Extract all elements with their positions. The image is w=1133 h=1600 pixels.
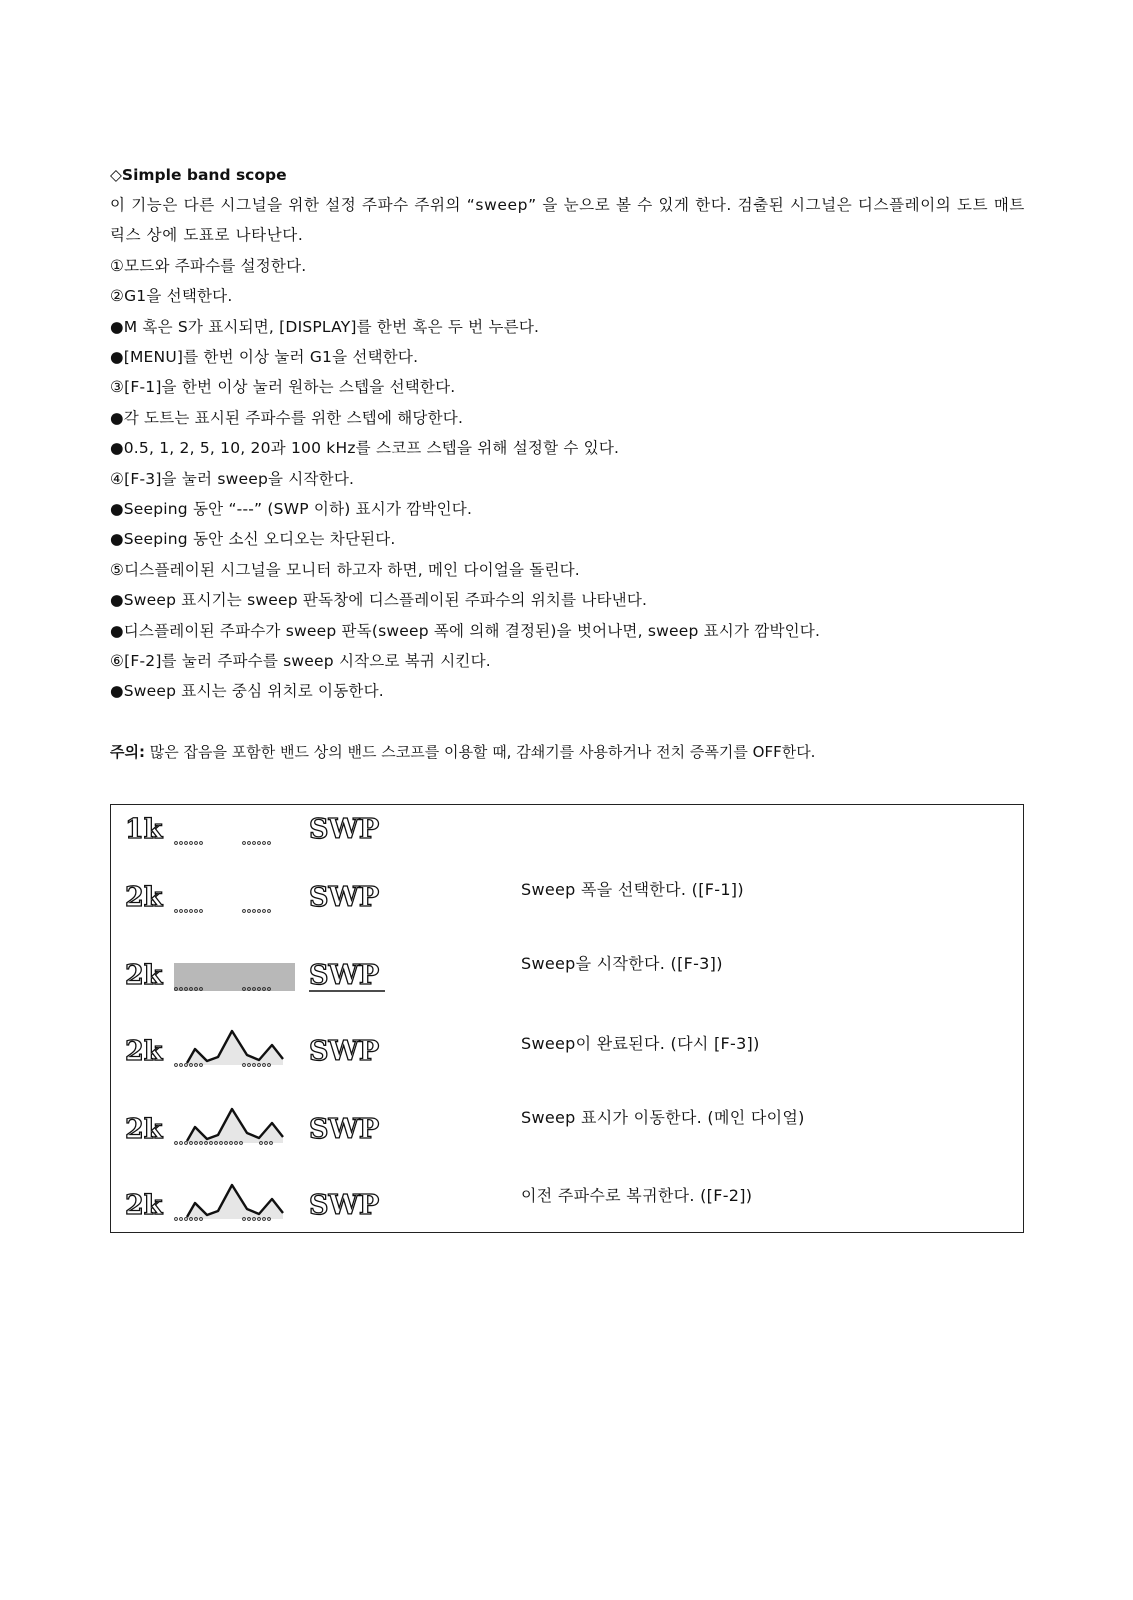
caution-text: 많은 잡음을 포함한 밴드 상의 밴드 스코프를 이용할 때, 감쇄기를 사용하거나 전치 증폭기를 OFF한다.	[144, 742, 816, 761]
scope-dot	[263, 842, 266, 845]
intro-paragraph: 이 기능은 다른 시그널을 위한 설정 주파수 주위의 “sweep” 을 눈으로 볼 수 있게 한다. 검출된 시그널은 디스플레이의 도트 매트릭스 상에 도표로 나타난다.	[110, 196, 1025, 245]
scope-dot	[180, 1218, 183, 1221]
bullet-display: ●M 혹은 S가 표시되면, [DISPLAY]를 한번 혹은 두 번 누른다.	[110, 317, 540, 336]
section-title: ◇Simple band scope	[110, 166, 287, 184]
scope-row-4	[111, 1027, 1023, 1077]
bullet-indicator-blink: ●디스플레이된 주파수가 sweep 판독(sweep 폭에 의해 결정된)을 벗어나면, sweep 표시가 깜박인다.	[110, 621, 821, 640]
swp-readout: SWP	[309, 1190, 380, 1221]
scope-dot	[200, 910, 203, 913]
bullet-audio-muted: ●Seeping 동안 소신 오디오는 차단된다.	[110, 530, 396, 549]
scope-dot	[268, 910, 271, 913]
step-size-readout: 2k	[125, 1114, 163, 1145]
bullet-center-move: ●Sweep 표시는 중심 위치로 이동한다.	[110, 682, 384, 701]
scope-display-3	[125, 951, 425, 997]
step-label-indicator-moves: Sweep 표시가 이동한다. (메인 다이얼)	[521, 1108, 805, 1127]
scope-display-6	[125, 1181, 425, 1227]
scope-row-1	[111, 805, 1023, 855]
sweep-highlight	[174, 963, 295, 991]
step-5: ⑤디스플레이된 시그널을 모니터 하고자 하면, 메인 다이얼을 돌린다.	[110, 560, 580, 579]
scope-dot	[180, 842, 183, 845]
scope-row-6	[111, 1181, 1023, 1231]
scope-dot	[185, 1142, 188, 1145]
scope-dot	[243, 910, 246, 913]
step-2: ②G1을 선택한다.	[110, 287, 233, 306]
scope-dot	[248, 910, 251, 913]
step-size-readout: 2k	[125, 1190, 163, 1221]
scope-dot	[263, 910, 266, 913]
step-label-select-width: Sweep 폭을 선택한다. ([F-1])	[521, 880, 744, 899]
scope-dot	[180, 1142, 183, 1145]
scope-dot	[185, 910, 188, 913]
bullet-dot-step: ●각 도트는 표시된 주파수를 위한 스텝에 해당한다.	[110, 408, 464, 427]
scope-dot	[175, 1142, 178, 1145]
step-size-readout: 2k	[125, 1036, 163, 1067]
caution-label: 주의:	[110, 742, 145, 761]
scope-dot	[185, 1064, 188, 1067]
scope-dot	[175, 910, 178, 913]
bullet-step-values: ●0.5, 1, 2, 5, 10, 20과 100 kHz를 스코프 스텝을 위해 설정할 수 있다.	[110, 439, 620, 458]
scope-row-3	[111, 951, 1023, 1001]
scope-dot	[190, 842, 193, 845]
scope-row-5	[111, 1105, 1023, 1155]
step-label-start-sweep: Sweep을 시작한다. ([F-3])	[521, 954, 723, 973]
scope-display-4	[125, 1027, 425, 1073]
swp-readout: SWP	[309, 1114, 380, 1145]
manual-page	[110, 160, 1025, 767]
scope-row-2	[111, 873, 1023, 923]
scope-dot	[175, 1064, 178, 1067]
scope-dot	[200, 842, 203, 845]
step-size-readout: 1k	[125, 814, 163, 845]
swp-readout: SWP	[309, 882, 380, 913]
scope-dot	[195, 910, 198, 913]
step-6: ⑥[F-2]를 눌러 주파수를 sweep 시작으로 복귀 시킨다.	[110, 651, 491, 670]
scope-display-1	[125, 805, 425, 851]
scope-dot	[195, 842, 198, 845]
bullet-menu: ●[MENU]를 한번 이상 눌러 G1을 선택한다.	[110, 347, 419, 366]
scope-dot	[268, 842, 271, 845]
scope-dot	[190, 910, 193, 913]
scope-dot	[180, 1064, 183, 1067]
scope-dot	[253, 910, 256, 913]
step-label-return-frequency: 이전 주파수로 복귀한다. ([F-2])	[521, 1186, 753, 1205]
scope-dot	[258, 910, 261, 913]
scope-dot	[248, 842, 251, 845]
step-size-readout: 2k	[125, 960, 163, 991]
scope-dot	[175, 1218, 178, 1221]
scope-dot	[258, 842, 261, 845]
swp-readout: SWP	[309, 960, 380, 991]
scope-dot	[185, 1218, 188, 1221]
step-size-readout: 2k	[125, 882, 163, 913]
scope-display-2	[125, 873, 425, 919]
step-3: ③[F-1]을 한번 이상 눌러 원하는 스텝을 선택한다.	[110, 378, 456, 397]
scope-display-5	[125, 1105, 425, 1151]
bullet-swp-blink: ●Seeping 동안 “---” (SWP 이하) 표시가 깜박인다.	[110, 499, 473, 518]
swp-readout: SWP	[309, 814, 380, 845]
scope-dot	[253, 842, 256, 845]
band-scope-figure	[110, 804, 1024, 1233]
step-1: ①모드와 주파수를 설정한다.	[110, 256, 307, 275]
scope-dot	[175, 842, 178, 845]
caution-note	[110, 737, 1025, 767]
step-label-sweep-complete: Sweep이 완료된다. (다시 [F-3])	[521, 1034, 760, 1053]
scope-dot	[180, 910, 183, 913]
bullet-indicator-position: ●Sweep 표시기는 sweep 판독창에 디스플레이된 주파수의 위치를 나타낸다.	[110, 591, 648, 610]
scope-dot	[243, 842, 246, 845]
step-4: ④[F-3]을 눌러 sweep을 시작한다.	[110, 469, 355, 488]
scope-dot	[185, 842, 188, 845]
swp-readout: SWP	[309, 1036, 380, 1067]
